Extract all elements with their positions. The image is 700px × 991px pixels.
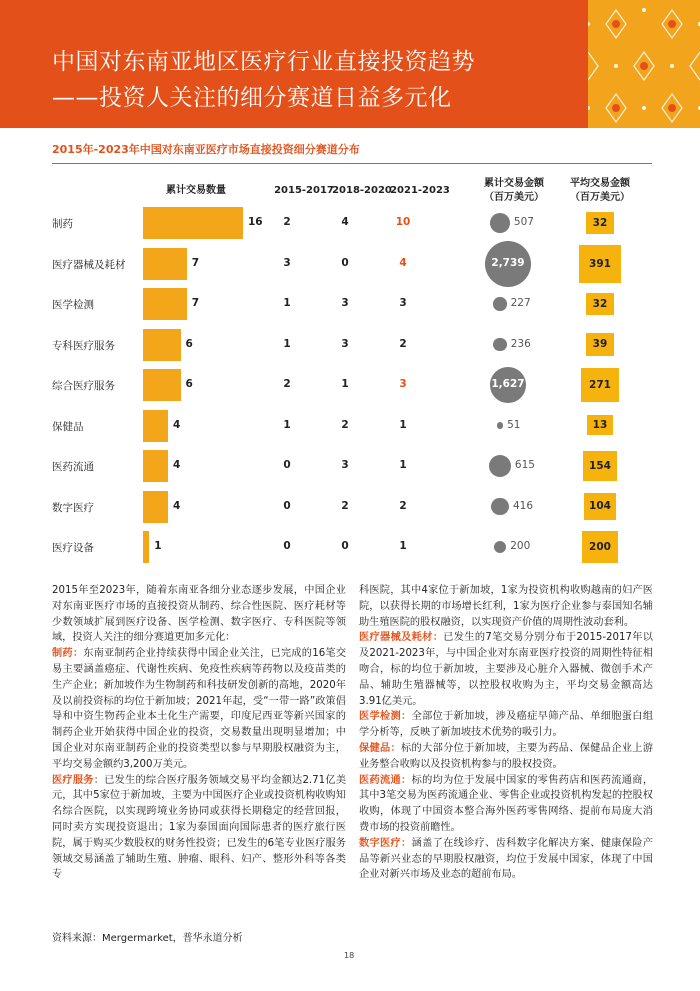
period-count-p2018_2020: 0 xyxy=(341,540,349,552)
period-count-p2015_2017: 3 xyxy=(283,256,291,269)
count-bar xyxy=(143,369,181,401)
col-head-average-l2: （百万美元） xyxy=(570,192,630,203)
row-label: 综合医疗服务 xyxy=(52,380,115,392)
digital-text: 涵盖了在线诊疗、齿科数字化解决方案、健康保险产品等新兴业态的早期股权融资，均位于发展中国家，体现了中国企业对新兴市场及业态的超前布局。 xyxy=(359,837,654,881)
device-text: 已发生的7笔交易分别分布于2015-2017年以及2021-2023年，与中国企业对东南亚医疗投资的周期性特征相吻合，标的均位于新加坡，主要涉及心脏介入器械、微创手术产品、辅助生殖器械等，以控股权收购为主，平均交易金额高达3.91亿美元。 xyxy=(359,632,653,707)
page-number: 18 xyxy=(344,951,355,960)
count-value: 6 xyxy=(185,337,193,350)
medsvc-keyword: 医疗服务： xyxy=(52,774,105,786)
page-header xyxy=(0,0,700,128)
period-count-p2015_2017: 1 xyxy=(283,337,291,350)
period-count-p2021_2023: 3 xyxy=(399,378,407,390)
health-text: 标的大部分位于新加坡，主要为药品、保健品企业上游业务整合收购以及投资机构参与的股权投资。 xyxy=(359,742,653,770)
pattern-graphic xyxy=(588,0,700,128)
medsvc-paragraph xyxy=(52,773,346,884)
count-bar xyxy=(143,450,168,482)
count-bar xyxy=(143,531,149,563)
col-head-p3: 2021-2023 xyxy=(390,185,450,196)
count-value: 7 xyxy=(191,297,200,309)
amount-bubble xyxy=(494,541,506,553)
count-value: 4 xyxy=(173,459,181,471)
count-value: 6 xyxy=(185,378,193,390)
digital-paragraph xyxy=(359,836,653,883)
amount-value: 227 xyxy=(510,297,531,309)
lab-keyword: 医学检测： xyxy=(359,711,412,723)
digital-keyword: 数字医疗： xyxy=(359,837,412,849)
period-count-p2021_2023: 2 xyxy=(399,499,407,512)
count-bar xyxy=(143,288,187,320)
count-bar xyxy=(143,491,168,523)
amount-value: 1,627 xyxy=(491,378,525,390)
amount-value: 236 xyxy=(510,337,531,350)
device-keyword: 医疗器械及耗材： xyxy=(359,632,444,644)
period-count-p2015_2017: 0 xyxy=(283,459,291,471)
row-label: 医药流通 xyxy=(52,461,94,473)
decorative-pattern xyxy=(588,0,700,128)
period-count-p2018_2020: 2 xyxy=(341,418,349,431)
period-count-p2018_2020: 3 xyxy=(341,337,349,350)
medsvc-continued xyxy=(359,583,653,630)
period-count-p2015_2017: 1 xyxy=(283,297,291,309)
amount-bubble xyxy=(497,422,503,428)
average-box: 39 xyxy=(586,333,614,356)
average-box: 391 xyxy=(579,245,621,283)
average-box: 200 xyxy=(582,531,618,563)
average-box: 271 xyxy=(581,368,620,402)
text-right-column xyxy=(359,583,653,883)
row-label: 专科医疗服务 xyxy=(52,339,115,352)
col-head-average-l1: 平均交易金额 xyxy=(570,178,630,189)
intro-paragraph: 2015年至2023年，随着东南亚各细分业态逐步发展，中国企业对东南亚医疗市场的直接投资从制药、综合性医院、医疗耗材等少数领域扩展到医疗设备、医学检测、数字医疗、专科医院等领域，投资人关注的细分赛道更加多元化： xyxy=(52,585,346,644)
amount-bubble xyxy=(493,338,507,352)
figure-title: 2015年-2023年中国对东南亚医疗市场直接投资细分赛道分布 xyxy=(52,143,360,156)
col-head-amount-l2: （百万美元） xyxy=(484,192,544,203)
period-count-p2018_2020: 0 xyxy=(341,256,349,269)
row-label: 医疗器械及耗材 xyxy=(52,258,126,271)
row-label: 保健品 xyxy=(52,420,84,433)
page-title-line1: 中国对东南亚地区医疗行业直接投资趋势 xyxy=(52,49,475,75)
amount-value: 615 xyxy=(514,459,535,471)
period-count-p2018_2020: 2 xyxy=(341,499,349,512)
count-value: 16 xyxy=(248,216,263,228)
average-box: 32 xyxy=(586,293,614,315)
period-count-p2015_2017: 2 xyxy=(283,216,291,228)
amount-value: 200 xyxy=(510,540,531,552)
period-count-p2015_2017: 0 xyxy=(283,499,291,512)
col-head-p1: 2015-2017 xyxy=(274,185,334,196)
amount-value: 51 xyxy=(507,418,521,431)
amount-value: 416 xyxy=(512,499,533,512)
page-title xyxy=(52,44,572,116)
device-paragraph xyxy=(359,630,653,709)
amount-value: 2,739 xyxy=(491,256,525,269)
amount-bubble xyxy=(493,297,506,310)
medsvc-text-part1: 已发生的综合医疗服务领域交易平均金额达2.71亿美元，其中5家位于新加坡，主要为中国医疗企业或投资机构收购知名综合医院，以实现跨境业务协同或获得长期稳定的经营回报，同时卖方实现投资退出；1家为泰国面向国际患者的医疗旅行医院，属于购买少数股权的财务性投资；已发生的6笔专业医疗服务领域交易涵盖了辅助生殖、肿瘤、眼科、妇产、整形外科等各类专 xyxy=(52,774,346,881)
average-box: 154 xyxy=(583,451,618,481)
average-box: 104 xyxy=(584,493,616,520)
count-bar xyxy=(143,207,243,239)
average-box: 32 xyxy=(586,212,614,234)
count-bar xyxy=(143,329,181,361)
period-count-p2021_2023: 2 xyxy=(399,337,407,350)
source-note: 资料来源：Mergermarket，普华永道分析 xyxy=(52,933,243,944)
lab-text: 全部位于新加坡，涉及癌症早筛产品、单细胞蛋白组学分析等，反映了新加坡技术优势的吸引力。 xyxy=(359,711,654,739)
title-rule xyxy=(52,163,652,164)
period-count-p2018_2020: 1 xyxy=(341,378,349,390)
row-label: 制药 xyxy=(52,218,73,230)
col-head-average xyxy=(552,177,648,205)
period-count-p2018_2020: 4 xyxy=(341,216,349,228)
lab-paragraph xyxy=(359,709,653,741)
dist-keyword: 医药流通： xyxy=(359,774,412,786)
count-value: 1 xyxy=(154,540,162,552)
period-count-p2021_2023: 1 xyxy=(399,459,407,471)
page-title-line2: ——投资人关注的细分赛道日益多元化 xyxy=(52,85,452,111)
pharma-text: 东南亚制药企业持续获得中国企业关注，已完成的16笔交易主要涵盖癌症、代谢性疾病、免疫性疾病等药物以及疫苗类的生产企业；新加坡作为生物制药和科技研发创新的高地，2020年及以前投资标的均位于新加坡；2021年起，受“一带一路”政策倡导和中资生物药企业本土化生产需要，印度尼西亚等新兴国家的制药企业开始获得中国企业的投资，交易数量出现明显增加；中国企业对东南亚制药企业的投资类型以参与早期股权融资为主，平均交易金额约3,200万美元。 xyxy=(52,648,347,770)
dist-paragraph xyxy=(359,773,653,836)
amount-bubble xyxy=(489,455,511,477)
period-count-p2021_2023: 1 xyxy=(399,540,407,552)
count-bar xyxy=(143,410,168,442)
count-value: 7 xyxy=(191,256,200,269)
amount-bubble xyxy=(491,498,509,516)
period-count-p2021_2023: 4 xyxy=(399,256,407,269)
amount-bubble xyxy=(490,213,510,233)
row-label: 数字医疗 xyxy=(52,501,94,514)
count-bar xyxy=(143,248,187,280)
health-paragraph xyxy=(359,741,653,773)
medsvc-text-part2: 科医院，其中4家位于新加坡，1家为投资机构收购越南的妇产医院，以获得长期的市场增长红利，1家为医疗企业参与泰国知名辅助生殖医院的股权融资，以实现资产价值的周期性波动套利。 xyxy=(359,585,653,628)
period-count-p2021_2023: 3 xyxy=(399,297,407,309)
dist-text: 标的均为位于发展中国家的零售药店和医药流通商，其中3笔交易为医药流通企业、零售企业或投资机构发起的控股权收购，体现了中国资本整合海外医药零售网络、提前布局庞大消费市场的投资前瞻性。 xyxy=(359,774,654,833)
period-count-p2018_2020: 3 xyxy=(341,297,349,309)
period-count-p2015_2017: 1 xyxy=(283,418,291,431)
col-head-p2: 2018-2020 xyxy=(332,185,392,196)
col-head-amount-l1: 累计交易金额 xyxy=(484,178,544,189)
count-value: 4 xyxy=(173,499,181,512)
amount-value: 507 xyxy=(513,216,534,228)
col-head-count: 累计交易数量 xyxy=(166,185,226,196)
pharma-keyword: 制药： xyxy=(52,648,84,660)
row-label: 医疗设备 xyxy=(52,542,94,554)
period-count-p2018_2020: 3 xyxy=(341,459,349,471)
count-value: 4 xyxy=(173,418,181,431)
period-count-p2021_2023: 10 xyxy=(395,216,411,228)
average-box: 13 xyxy=(587,415,613,435)
period-count-p2015_2017: 2 xyxy=(283,378,291,390)
col-head-amount xyxy=(466,177,562,205)
period-count-p2021_2023: 1 xyxy=(399,418,407,431)
period-count-p2015_2017: 0 xyxy=(283,540,291,552)
text-left-column xyxy=(52,583,346,884)
health-keyword: 保健品： xyxy=(359,742,402,754)
pharma-paragraph xyxy=(52,646,346,772)
row-label: 医学检测 xyxy=(52,299,94,311)
